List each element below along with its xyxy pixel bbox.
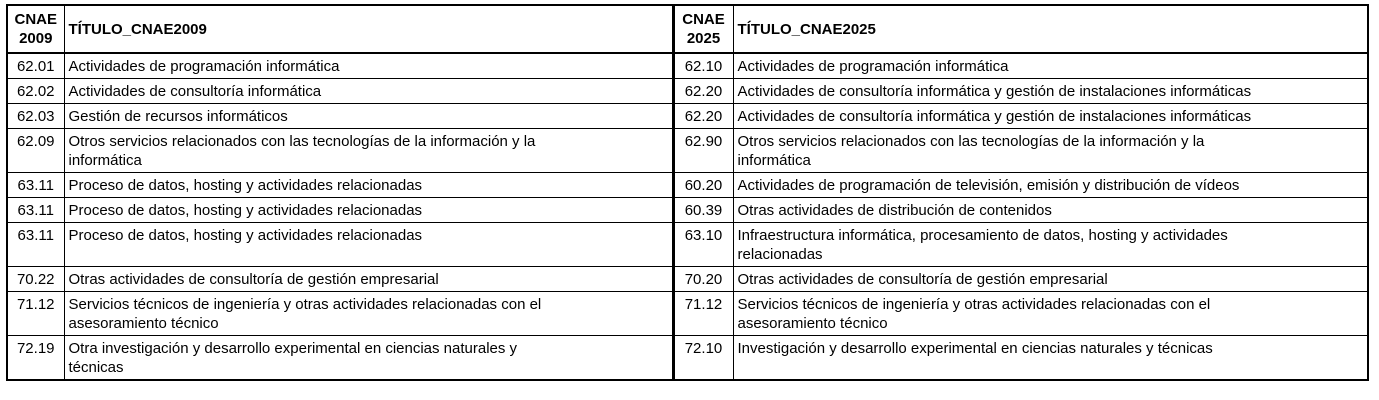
cnae2025-title-cell: [733, 267, 1368, 292]
header-code-2025: CNAE 2025: [673, 5, 733, 53]
cnae2025-code-cell: 62.20: [673, 79, 733, 104]
cnae2009-code-cell: 72.19: [7, 336, 64, 381]
cnae2025-title-cell-line: Investigación y desarrollo experimental en ciencias naturales y técnicas: [737, 340, 1213, 357]
cnae2025-title-cell: [733, 336, 1368, 381]
cnae2009-title-cell-line: Otra investigación y desarrollo experimental en ciencias naturales y: [68, 340, 518, 357]
cnae2025-code-cell: 63.10: [673, 223, 733, 267]
cnae2025-code-cell: 71.12: [673, 292, 733, 336]
cnae2025-title-cell-line: Otros servicios relacionados con las tecnologías de la información y la: [737, 133, 1205, 150]
cnae2009-title-cell-line: informática: [68, 152, 142, 169]
cnae2009-title-cell-line: Otras actividades de consultoría de gestión empresarial: [68, 271, 439, 288]
cnae2009-title-cell: [64, 129, 673, 173]
cnae2009-title-cell-line: Servicios técnicos de ingeniería y otras actividades relacionadas con el: [68, 296, 542, 313]
cnae2009-title-cell-line: Gestión de recursos informáticos: [68, 108, 288, 125]
cnae2009-code-cell: 62.02: [7, 79, 64, 104]
cnae2009-code-cell: 70.22: [7, 267, 64, 292]
table-row: [7, 267, 1368, 292]
table-row: [7, 198, 1368, 223]
cnae2009-code-cell: 62.09: [7, 129, 64, 173]
cnae2025-title-cell-line: Actividades de consultoría informática y gestión de instalaciones informáticas: [737, 108, 1252, 125]
table-body: [7, 53, 1368, 380]
cnae2009-title-cell: [64, 267, 673, 292]
table-row: [7, 104, 1368, 129]
cnae2025-title-cell: [733, 198, 1368, 223]
correspondence-table-container: [6, 4, 1367, 381]
cnae2025-code-cell: 62.90: [673, 129, 733, 173]
table-row: [7, 223, 1368, 267]
cnae2009-code-cell: 62.01: [7, 53, 64, 79]
cnae2025-title-cell-line: relacionadas: [737, 246, 823, 263]
cnae2025-title-cell-line: informática: [737, 152, 811, 169]
cnae2009-title-cell-line: Actividades de consultoría informática: [68, 83, 322, 100]
cnae2025-title-cell-line: Actividades de programación de televisión, emisión y distribución de vídeos: [737, 177, 1240, 194]
cnae2009-code-cell: 63.11: [7, 173, 64, 198]
cnae2009-title-cell: [64, 223, 673, 267]
cnae2009-code-cell: 63.11: [7, 198, 64, 223]
cnae2025-code-cell: 60.39: [673, 198, 733, 223]
cnae2009-title-cell-line: Proceso de datos, hosting y actividades relacionadas: [68, 227, 423, 244]
cnae2009-title-cell: [64, 336, 673, 381]
cnae2009-title-cell-line: Proceso de datos, hosting y actividades relacionadas: [68, 202, 423, 219]
cnae2025-code-cell: 60.20: [673, 173, 733, 198]
cnae2009-title-cell: [64, 79, 673, 104]
table-header: [7, 5, 1368, 53]
cnae2009-title-cell-line: Proceso de datos, hosting y actividades relacionadas: [68, 177, 423, 194]
cnae2025-code-cell: 70.20: [673, 267, 733, 292]
cnae2025-title-cell-line: Actividades de programación informática: [737, 58, 1009, 75]
header-title-2025: TÍTULO_CNAE2025: [733, 5, 1368, 53]
cnae2025-title-cell: [733, 104, 1368, 129]
table-row: [7, 336, 1368, 381]
cnae2025-title-cell: [733, 173, 1368, 198]
cnae2009-title-cell-line: Actividades de programación informática: [68, 58, 340, 75]
cnae2025-title-cell-line: asesoramiento técnico: [737, 315, 888, 332]
cnae-correspondence-table: [6, 4, 1369, 381]
cnae2009-code-cell: 63.11: [7, 223, 64, 267]
cnae2009-title-cell: [64, 173, 673, 198]
cnae2025-code-cell: 62.10: [673, 53, 733, 79]
cnae2025-title-cell: [733, 53, 1368, 79]
cnae2025-title-cell: [733, 129, 1368, 173]
header-row: [7, 5, 1368, 53]
cnae2009-title-cell-line: asesoramiento técnico: [68, 315, 219, 332]
cnae2009-title-cell: [64, 292, 673, 336]
table-row: [7, 79, 1368, 104]
cnae2009-title-cell: [64, 53, 673, 79]
cnae2025-code-cell: 72.10: [673, 336, 733, 381]
cnae2025-title-cell-line: Otras actividades de distribución de contenidos: [737, 202, 1052, 219]
table-row: [7, 53, 1368, 79]
cnae2009-title-cell-line: Otros servicios relacionados con las tecnologías de la información y la: [68, 133, 536, 150]
cnae2025-title-cell: [733, 292, 1368, 336]
cnae2009-title-cell: [64, 104, 673, 129]
cnae2025-title-cell: [733, 223, 1368, 267]
cnae2025-title-cell-line: Servicios técnicos de ingeniería y otras actividades relacionadas con el: [737, 296, 1211, 313]
cnae2009-title-cell: [64, 198, 673, 223]
cnae2025-title-cell-line: Infraestructura informática, procesamiento de datos, hosting y actividades: [737, 227, 1228, 244]
cnae2009-code-cell: 62.03: [7, 104, 64, 129]
cnae2025-title-cell: [733, 79, 1368, 104]
cnae2025-title-cell-line: Actividades de consultoría informática y gestión de instalaciones informáticas: [737, 83, 1252, 100]
cnae2009-code-cell: 71.12: [7, 292, 64, 336]
header-code-2009: CNAE 2009: [7, 5, 64, 53]
table-row: [7, 292, 1368, 336]
header-title-2009: TÍTULO_CNAE2009: [64, 5, 673, 53]
cnae2025-code-cell: 62.20: [673, 104, 733, 129]
cnae2025-title-cell-line: Otras actividades de consultoría de gestión empresarial: [737, 271, 1108, 288]
table-row: [7, 173, 1368, 198]
table-row: [7, 129, 1368, 173]
cnae2009-title-cell-line: técnicas: [68, 359, 124, 376]
